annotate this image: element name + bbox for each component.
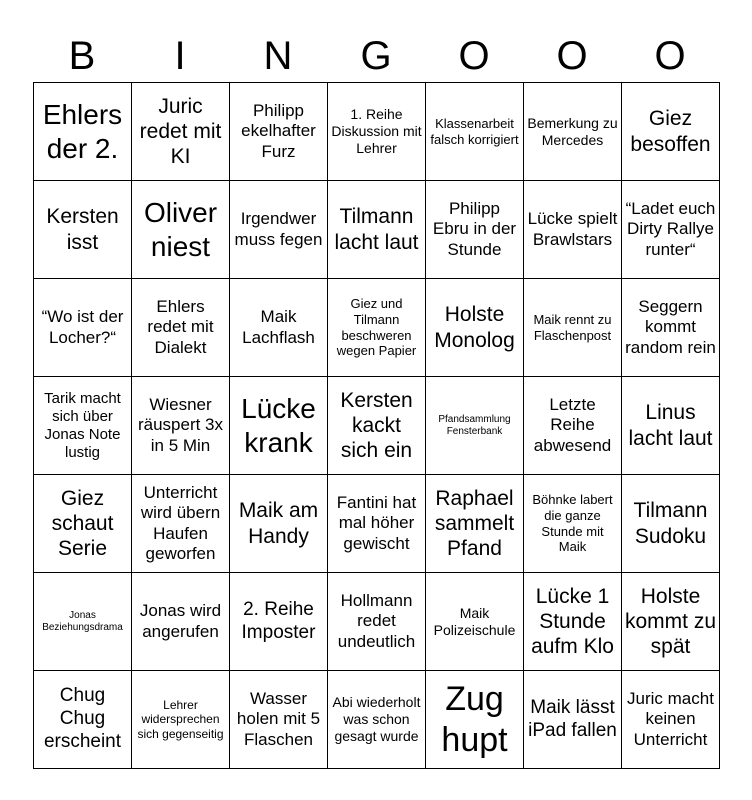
cell-text: Lücke krank: [241, 392, 316, 458]
bingo-cell[interactable]: [34, 573, 132, 671]
cell-text: Wasser holen mit 5 Flaschen: [236, 688, 321, 749]
bingo-cell[interactable]: [34, 83, 132, 181]
bingo-cell[interactable]: [328, 279, 426, 377]
bingo-cell[interactable]: [34, 181, 132, 279]
cell-text: Juric macht keinen Unterricht: [627, 688, 714, 749]
cell-text: Kersten kackt sich ein: [340, 388, 413, 463]
bingo-cell[interactable]: [230, 377, 328, 475]
bingo-cell[interactable]: [132, 475, 230, 573]
bingo-cell[interactable]: [230, 279, 328, 377]
cell-text: Lücke 1 Stunde aufm Klo: [531, 584, 614, 659]
cell-text: Lücke spielt Brawlstars: [527, 209, 618, 249]
bingo-cell[interactable]: [524, 377, 622, 475]
bingo-cell[interactable]: [328, 377, 426, 475]
cell-text: Tarik macht sich über Jonas Note lustig: [44, 389, 121, 461]
cell-text: “Ladet euch Dirty Rallye runter“: [625, 198, 716, 259]
header-letter-7: O: [654, 34, 686, 78]
bingo-cell[interactable]: [524, 181, 622, 279]
cell-text: 1. Reihe Diskussion mit Lehrer: [331, 106, 422, 156]
cell-text: Abi wiederholt was schon gesagt wurde: [332, 694, 421, 744]
cell-text: Zug hupt: [441, 679, 508, 759]
bingo-cell[interactable]: [328, 573, 426, 671]
cell-text: Ehlers redet mit Dialekt: [147, 296, 214, 357]
cell-text: Oliver niest: [143, 196, 218, 262]
bingo-cell[interactable]: [230, 671, 328, 769]
bingo-cell[interactable]: [426, 475, 524, 573]
bingo-cell[interactable]: [132, 181, 230, 279]
cell-text: Hollmann redet undeutlich: [337, 590, 416, 651]
cell-text: Giez schaut Serie: [51, 486, 114, 561]
bingo-cell[interactable]: [524, 671, 622, 769]
bingo-cell[interactable]: [524, 573, 622, 671]
bingo-cell[interactable]: [622, 377, 720, 475]
bingo-cell[interactable]: [132, 279, 230, 377]
cell-text: Jonas Beziehungsdrama: [42, 609, 123, 633]
bingo-cell[interactable]: [34, 671, 132, 769]
bingo-cell[interactable]: [622, 181, 720, 279]
bingo-cell[interactable]: [426, 573, 524, 671]
cell-text: Ehlers der 2.: [42, 98, 123, 164]
header-letter-4: G: [360, 34, 392, 78]
header-letter-1: B: [68, 34, 96, 78]
cell-text: Klassenarbeit falsch korrigiert: [430, 115, 519, 147]
bingo-cell[interactable]: [426, 83, 524, 181]
bingo-cell[interactable]: [132, 671, 230, 769]
bingo-cell[interactable]: [622, 573, 720, 671]
bingo-cell[interactable]: [524, 279, 622, 377]
bingo-cell[interactable]: [622, 475, 720, 573]
header-letter-2: I: [174, 34, 186, 78]
cell-text: Maik Polizeischule: [433, 604, 516, 638]
cell-text: Giez und Tilmann beschweren wegen Papier: [336, 296, 417, 359]
cell-text: Giez besoffen: [630, 107, 711, 156]
header-letter-3: N: [263, 34, 293, 78]
cell-text: Kersten isst: [46, 205, 119, 254]
bingo-cell[interactable]: [328, 83, 426, 181]
bingo-cell[interactable]: [622, 671, 720, 769]
cell-text: Holste Monolog: [434, 303, 515, 352]
bingo-cell[interactable]: [524, 475, 622, 573]
bingo-grid: [33, 82, 720, 769]
cell-text: Maik Lachflash: [242, 307, 315, 347]
bingo-cell[interactable]: [622, 83, 720, 181]
bingo-cell[interactable]: [426, 671, 524, 769]
cell-text: Lehrer widersprechen sich gegenseitig: [137, 697, 224, 741]
bingo-cell[interactable]: [230, 573, 328, 671]
cell-text: Philipp Ebru in der Stunde: [432, 198, 517, 259]
bingo-cell[interactable]: [328, 181, 426, 279]
cell-text: Irgendwer muss fegen: [234, 209, 323, 249]
bingo-cell[interactable]: [230, 83, 328, 181]
cell-text: Tilmann Sudoku: [633, 499, 708, 548]
bingo-cell[interactable]: [426, 181, 524, 279]
bingo-cell[interactable]: [328, 671, 426, 769]
bingo-cell[interactable]: [34, 377, 132, 475]
cell-text: Jonas wird angerufen: [139, 601, 222, 641]
cell-text: Unterricht wird übern Haufen geworfen: [140, 482, 221, 563]
cell-text: Tilmann lacht laut: [334, 205, 419, 254]
bingo-cell[interactable]: [132, 377, 230, 475]
bingo-cell[interactable]: [622, 279, 720, 377]
cell-text: Linus lacht laut: [628, 401, 713, 450]
cell-text: Pfandsammlung Fensterbank: [438, 413, 511, 437]
bingo-header: [33, 30, 719, 82]
cell-text: Bemerkung zu Mercedes: [527, 114, 618, 148]
bingo-cell[interactable]: [524, 83, 622, 181]
cell-text: Letzte Reihe abwesend: [533, 394, 612, 455]
cell-text: Chug Chug erscheint: [43, 685, 122, 752]
bingo-cell[interactable]: [34, 475, 132, 573]
cell-text: Wiesner räuspert 3x in 5 Min: [137, 394, 224, 455]
cell-text: Holste kommt zu spät: [625, 584, 717, 659]
bingo-cell[interactable]: [132, 83, 230, 181]
cell-text: 2. Reihe Imposter: [241, 598, 316, 643]
cell-text: Böhnke labert die ganze Stunde mit Maik: [532, 492, 613, 555]
bingo-cell[interactable]: [230, 475, 328, 573]
bingo-cell[interactable]: [426, 377, 524, 475]
header-letter-5: O: [458, 34, 490, 78]
bingo-cell[interactable]: [426, 279, 524, 377]
bingo-cell[interactable]: [230, 181, 328, 279]
header-letter-6: O: [556, 34, 588, 78]
cell-text: Juric redet mit KI: [139, 94, 222, 169]
cell-text: Maik lässt iPad fallen: [528, 696, 617, 741]
cell-text: Seggern kommt random rein: [625, 296, 716, 357]
cell-text: Maik am Handy: [238, 499, 319, 548]
bingo-cell[interactable]: [34, 279, 132, 377]
cell-text: Raphael sammelt Pfand: [434, 486, 515, 561]
cell-text: “Wo ist der Locher?“: [41, 307, 124, 347]
cell-text: Fantini hat mal höher gewischt: [336, 492, 417, 553]
bingo-cell[interactable]: [132, 573, 230, 671]
bingo-cell[interactable]: [328, 475, 426, 573]
cell-text: Philipp ekelhafter Furz: [241, 100, 316, 161]
cell-text: Maik rennt zu Flaschenpost: [533, 311, 612, 343]
